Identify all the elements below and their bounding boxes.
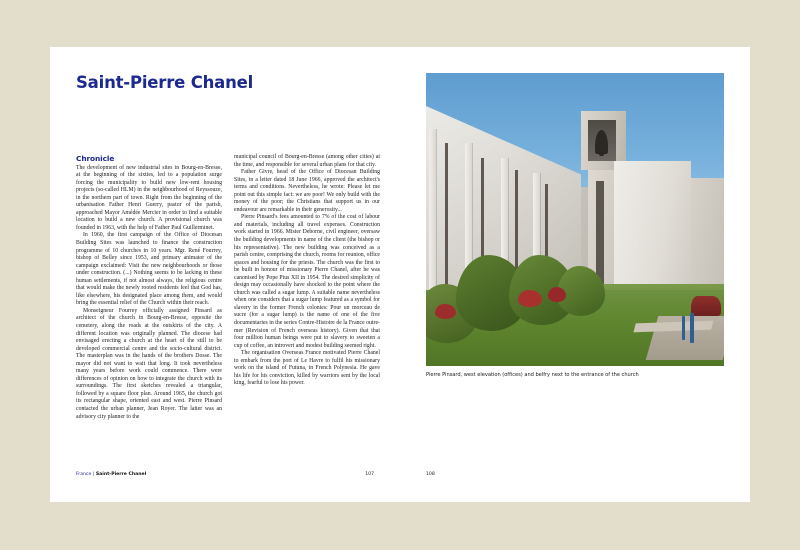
facade-fin xyxy=(429,129,436,305)
left-page xyxy=(50,47,400,502)
page-title: Saint-Pierre Chanel xyxy=(76,73,254,92)
red-flowers xyxy=(435,304,456,319)
footer-chapter: Saint-Pierre Chanel xyxy=(95,472,147,477)
paragraph: municipal council of Bourg-en-Bresse (among other cities) at the time, and responsible for several urban plans for that city. xyxy=(234,154,380,168)
paragraph: In 1960, the first campaign of the Office of Diocesan Building Sites was launched to finance the construction programme of 10 churches in 10 years. Mgr. René Fourrey, bishop of Belley since 1953, and primary animator of the campaign exclaimed: Visit the new neighbourhoods or those under construction. (...) Nothing seems to be lacking in these human settlements, if not almost always, the religious centre that would make the newly rooted residents feel that God has, like elsewhere, his designated place among them, and would bring the essential relief of the Church within their reach. xyxy=(76,232,222,307)
folio-right: 108 xyxy=(426,472,435,477)
paragraph: Monseigneur Fourrey officially assigned Pinsard as architect of the church in Bourg-en-Bresse, opposite the cemetery, along the roads at the outskirts of the city. A different location was originally planned. The diocese had envisaged erecting a church at the heart of the still to be developed commercial centre and the socio-cultural district. The masterplan was in the hands of the brothers Dosse. The mayor did not want to wait that long. It took nevertheless many years before work could commence. There were differences of opinion on how to integrate the church with its surroundings. The first sketches revealed a triangular, followed by a square floor plan. Around 1965, the church got its rectangular shape, oriented east and west. Pierre Pinsard contacted the urban planner, Jean Royer. The latter was an advisory city planner to the xyxy=(76,307,222,420)
text-columns xyxy=(76,154,381,421)
footer-separator: | xyxy=(92,472,95,477)
church-exterior-photo xyxy=(426,73,724,366)
bollard xyxy=(690,313,694,342)
red-flowers xyxy=(518,290,542,308)
section-heading-chronicle: Chronicle xyxy=(76,154,115,163)
parked-car xyxy=(691,296,721,317)
photo-caption: Pierre Pinsard, west elevation (offices) and belfry next to the entrance of the church xyxy=(426,372,639,378)
folio-left: 107 xyxy=(365,472,374,477)
bollard xyxy=(682,316,685,339)
book-spread xyxy=(50,47,750,502)
photo-content xyxy=(426,73,724,366)
text-column-one xyxy=(76,154,222,421)
paragraph: Pierre Pinsard's fees amounted to 7% of the cost of labour and materials, including all travel expenses. Construction work started in 1966. Mister Deborne, civil engineer, oversaw the building developments in name of the client (the bishop or his representative). The new building was conceived as a parish centre, comprising the church, rooms for reunion, office spaces and housing for the priests. The church was the first to be built in honour of missionary Pierre Chanel, after he was canonised by Pope Pius XII in 1954. The desired simplicity of design may occasionally have shocked to the point where the church was called a sugar lump. A suitable name nevertheless when one considers that a sugar lump featured as a symbol for slavery in the former French colonies: Pour un morceau de sucre (for a sugar lump) is the name of one of the five documentaries in the series Contre-Histoire de la France outre-mer (Revision of French overseas history). Given that that four million human beings were put to slavery to sweeten a cup of coffee, an introvert and modest building seemed right. xyxy=(234,214,380,349)
text-column-two xyxy=(234,154,380,421)
red-flowers xyxy=(548,287,566,302)
running-footer xyxy=(76,471,146,478)
right-page xyxy=(400,47,750,502)
paragraph: The development of new industrial sites in Bourg-en-Bresse, at the beginning of the sixties, led to a population surge forcing the municipality to build new low-rent housing projects (so-called HLM) in the neighbourhood of Reyssouze, in the northern part of town. Right from the beginning of the urbanisation Father Henri Guerry, pastor of the parish, approached Mayor Amédée Mercier in order to find a suitable location to build a new church. A provisional church was founded in 1963, with the help of Father Paul Guillerminet. xyxy=(76,164,222,231)
facade-window-slit xyxy=(445,143,448,301)
paragraph: Father Givre, head of the Office of Diocesan Building Sites, in a letter dated 18 June 1966, approved the architect's terms and conditions. Nevertheless, he wrote: Please let me point out this simple fact: we are poor! We only build with the money of the poor; the Christians that support us in our endeavour are remarkable in their generosity... xyxy=(234,169,380,213)
paragraph: The organisation Overseas France motivated Pierre Chanel to embark from the port of Le Havre to fulfil his missionary work on the island of Futuna, in French Polynesia. He gave his life for his conviction, killed by warriors sent by the local king, fearful to lose his power. xyxy=(234,350,380,387)
footer-country: France xyxy=(76,472,92,477)
bell-icon xyxy=(595,130,608,153)
